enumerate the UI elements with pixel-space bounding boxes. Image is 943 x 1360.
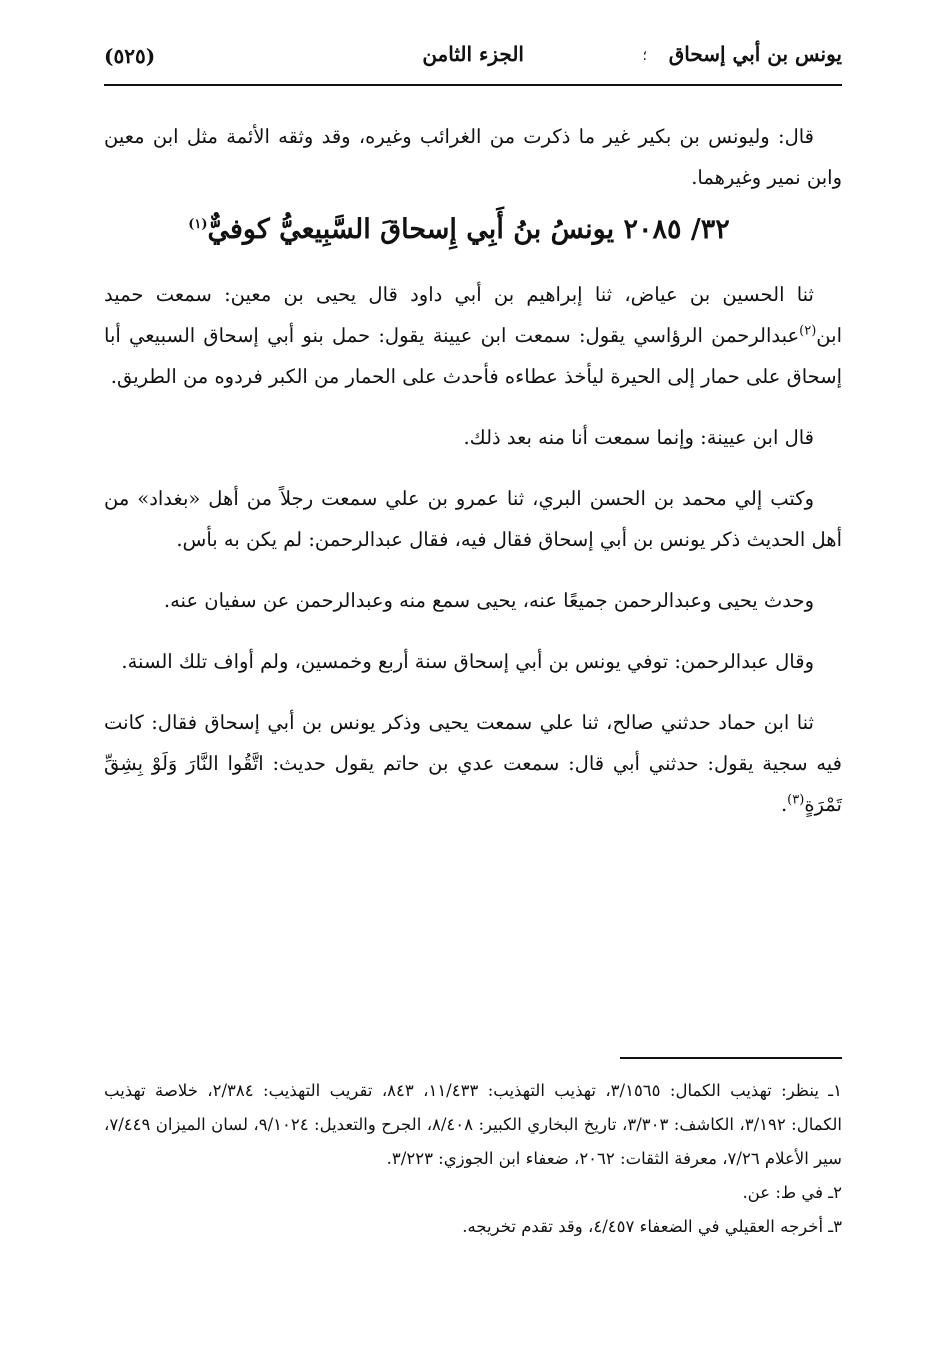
paragraph-text: عبدالرحمن الرؤاسي يقول: سمعت ابن عيينة يقول: حمل بنو أبي إسحاق السبيعي أبا إسحاق على حمار إلى الحيرة ليأخذ عطاءه فأحدث على الحمار من الكبر فردوه من الطريق. [104, 324, 842, 388]
paragraph [104, 702, 842, 825]
paragraph: وكتب إلي محمد بن الحسن البري، ثنا عمرو بن علي سمعت رجلاً من أهل «بغداد» من أهل الحديث ذكر يونس بن أبي إسحاق فقال فيه، فقال عبدالرحمن: لم يكن به بأس. [104, 487, 842, 551]
entry-title [104, 206, 842, 254]
paragraph: قال ابن عيينة: وإنما سمعت أنا منه بعد ذلك. [463, 426, 814, 449]
footnote-ref: (٣) [787, 792, 805, 808]
footnote-2: ٢ـ في ط: عن. [742, 1183, 842, 1202]
paragraph-text: ثنا الحسين بن عياض، ثنا إبراهيم بن أبي داود قال يحيى بن معين: سمعت حميد ابن [104, 283, 842, 347]
paragraph-end: . [780, 793, 788, 816]
footnote-3: ٣ـ أخرجه العقيلي في الضعفاء ٤/٤٥٧، وقد تقدم تخريجه. [462, 1217, 842, 1236]
footnote-rule [620, 1057, 842, 1059]
running-title: يونس بن أبي إسحاق [668, 42, 842, 66]
header-rule [104, 84, 842, 86]
page-number: (٥٢٥) [104, 44, 156, 68]
paragraph-text: ثنا ابن حماد حدثني صالح، ثنا علي سمعت يحيى وذكر يونس بن أبي إسحاق فقال: كانت فيه سجية يقول: حدثني أبي قال: سمعت عدي بن حاتم يقول حديث: اتَّقُوا النَّارَ وَلَوْ بِشِقِّ تَمْرَةٍ [104, 711, 842, 816]
volume-label: الجزء الثامن [422, 42, 524, 66]
main-text [104, 116, 842, 845]
paragraph: وقال عبدالرحمن: توفي يونس بن أبي إسحاق سنة أربع وخمسين، ولم أواف تلك السنة. [121, 650, 814, 673]
footnote-ref: (١) [188, 217, 208, 232]
header-mark: ؛ [642, 48, 647, 64]
footnote-ref: (٢) [799, 323, 817, 339]
footnote-1: ١ـ ينظر: تهذيب الكمال: ٣/١٥٦٥، تهذيب التهذيب: ١١/٤٣٣، ٨٤٣، تقريب التهذيب: ٢/٣٨٤، خلاصة تهذيب الكمال: ٣/١٩٢، الكاشف: ٣/٣٠٣، تاريخ البخاري الكبير: ٨/٤٠٨، الجرح والتعديل: ٩/١٠٢٤، لسان الميزان ٧/٤٤٩، سير الأعلام ٧/٢٦، معرفة الثقات: ٢٠٦٢، ضعفاء ابن الجوزي: ٣/٢٢٣. [104, 1081, 842, 1168]
paragraph [104, 274, 842, 397]
paragraph: وحدث يحيى وعبدالرحمن جميعًا عنه، يحيى سمع منه وعبدالرحمن عن سفيان عنه. [163, 589, 814, 612]
entry-title-text: ٣٢/ ٢٠٨٥ يونسُ بنُ أَبِي إِسحاقَ السَّبِيعيُّ كوفيٌّ [207, 214, 730, 245]
paragraph: قال: وليونس بن بكير غير ما ذكرت من الغرائب وغيره، وقد وثقه الأئمة مثل ابن معين وابن نمير وغيرهما. [104, 125, 842, 189]
page-header [104, 38, 842, 82]
footnotes [104, 1074, 842, 1244]
